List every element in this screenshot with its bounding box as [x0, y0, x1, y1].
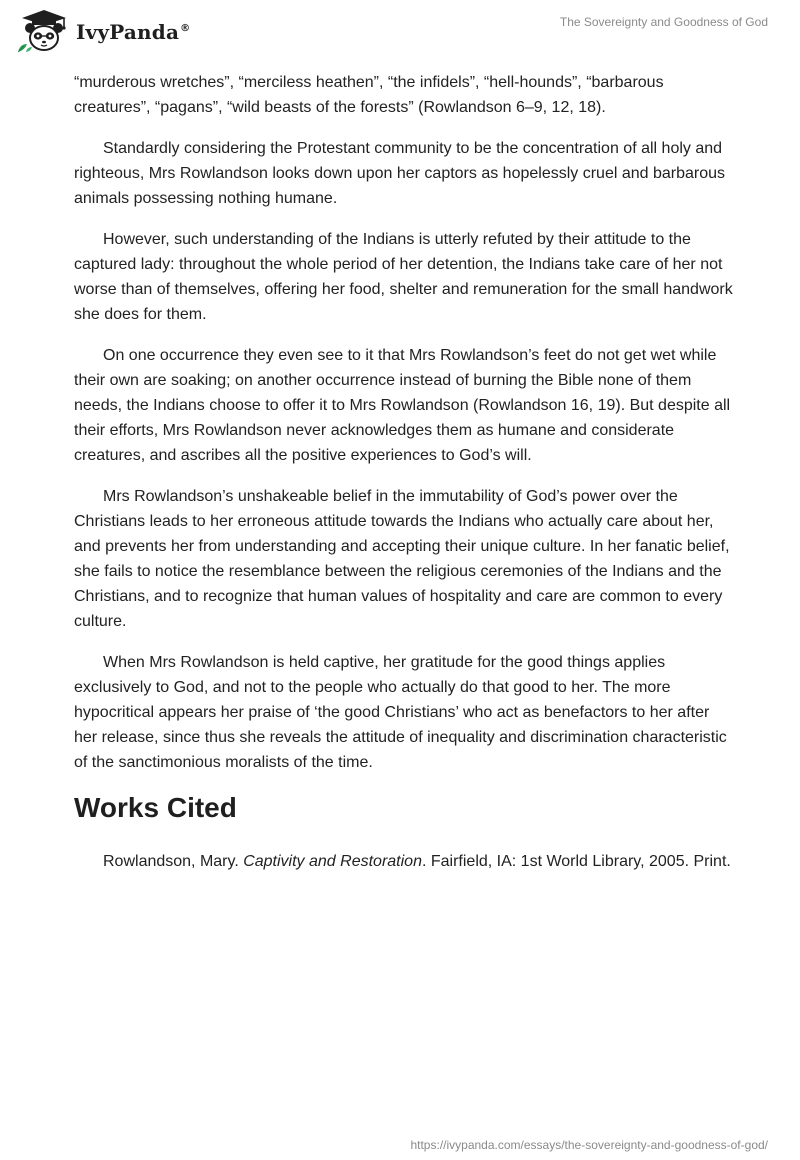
paragraph-6: When Mrs Rowlandson is held captive, her gratitude for the good things applies exclusively to God, and not to the people who actually do that good to her. The more hypocritical appears her praise of ‘the good Christians’ who act as benefactors to her after her release, since thus she reveals the attitude of inequality and discrimination characteristic of the sanctimonious moralists of the time. [74, 654, 727, 771]
page-header [0, 0, 800, 62]
citation-title: Captivity and Restoration [243, 853, 422, 870]
paragraph-3: However, such understanding of the Indians is utterly refuted by their attitude to the captured lady: throughout the whole period of her detention, the Indians take care of her not worse than of themselves, offering her food, shelter and remuneration for the small handwork she does for them. [74, 231, 733, 323]
citation-publication: . Fairfield, IA: 1st World Library, 2005. Print. [421, 853, 731, 870]
essay-content [74, 70, 734, 890]
document-title: The Sovereignty and Goodness of God [559, 15, 768, 29]
paragraph-5: Mrs Rowlandson’s unshakeable belief in the immutability of God’s power over the Christians leads to her erroneous attitude towards the Indians who actually care about her, and prevents her from understanding and accepting their unique culture. In her fanatic belief, she fails to notice the resemblance between the religious ceremonies of the Indians and the Christians, and to recognize that human values of hospitality and care are common to every culture. [74, 488, 730, 630]
works-cited-heading: Works Cited [74, 792, 237, 823]
paragraph-4: On one occurrence they even see to it that Mrs Rowlandson’s feet do not get wet while their own are soaking; on another occurrence instead of burning the Bible none of them needs, the Indians choose to offer it to Mrs Rowlandson (Rowlandson 16, 19). But despite all their efforts, Mrs Rowlandson never acknowledges them as humane and considerate creatures, and ascribes all the positive experiences to God’s will. [74, 347, 731, 464]
paragraph-2: Standardly considering the Protestant community to be the concentration of all holy and righteous, Mrs Rowlandson looks down upon her captors as hopelessly cruel and barbarous animals possessing nothing humane. [74, 140, 726, 207]
ivypanda-logo[interactable] [14, 8, 190, 54]
panda-graduate-icon [14, 8, 72, 54]
citation-author: Rowlandson, Mary. [103, 853, 244, 870]
paragraph-1: “murderous wretches”, “merciless heathen”, “the infidels”, “hell-hounds”, “barbarous creatures”, “pagans”, “wild beasts of the forests” (Rowlandson 6–9, 12, 18). [74, 74, 664, 116]
logo-wordmark: IvyPanda® [76, 20, 191, 44]
works-cited-entry [74, 849, 734, 874]
source-url-link[interactable]: https://ivypanda.com/essays/the-sovereignty-and-goodness-of-god/ [410, 1138, 768, 1152]
